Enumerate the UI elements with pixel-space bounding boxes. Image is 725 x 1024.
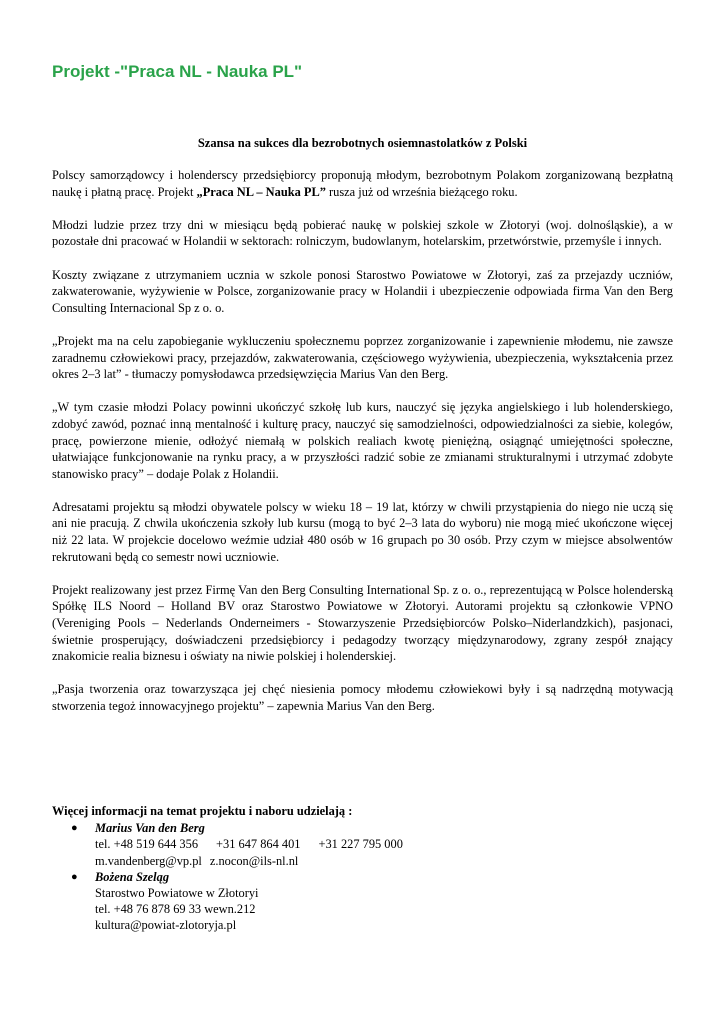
- page-title: Projekt -"Praca NL - Nauka PL": [52, 62, 303, 81]
- paragraph-quote-outcomes: „W tym czasie młodzi Polacy powinni ukończyć szkołę lub kurs, nauczyć się języka angielskiego i lub holenderskiego, zdobyć zawód, poznać inną mentalność i kulturę pracy, nauczyć się samodzielności, odpowiedzialności za siebie, kolegów, pracę, powierzone mienie, odłożyć niemałą w polskich realiach kwotę pieniężną, osiągnąć umiejętności społeczne, ułatwiające funkcjonowanie na rynku pracy, a w przyszłości radzić sobie ze zmianami strukturalnymi i utrzymać zdobyte stanowisko pracy” – dodaje Polak z Holandii.: [52, 400, 673, 481]
- contact-item: [52, 820, 673, 869]
- contact-section: [52, 803, 673, 934]
- paragraph-intro-text-c: rusza już od września bieżącego roku.: [325, 184, 518, 199]
- contact-name: Bożena Szeląg: [95, 869, 170, 884]
- contact-heading: Więcej informacji na temat projektu i naboru udzielają :: [52, 804, 353, 818]
- tel-label: tel.: [95, 837, 111, 852]
- contact-phone-line[interactable]: tel. +48 76 878 69 33 wewn.212: [95, 902, 256, 917]
- phone-number[interactable]: +31 227 795 000: [318, 837, 403, 852]
- email-link[interactable]: kultura@powiat-zlotoryja.pl: [95, 918, 237, 933]
- email-link[interactable]: z.nocon@ils-nl.nl: [209, 853, 299, 868]
- paragraph-schedule: Młodzi ludzie przez trzy dni w miesiącu będą pobierać naukę w polskiej szkole w Złotoryi (woj. dolnośląskie), a w pozostałe dni pracować w Holandii w sektorach: rolniczym, budowlanym, hotelarskim, przetwórstwie, przemyśle i innych.: [52, 217, 673, 249]
- article-subtitle: Szansa na sukces dla bezrobotnych osiemnastolatków z Polski: [197, 136, 528, 150]
- contact-emails: [95, 853, 673, 869]
- phone-number[interactable]: +31 647 864 401: [216, 837, 301, 852]
- contact-list: [52, 820, 673, 933]
- bullet-icon: ●: [71, 870, 78, 883]
- email-link[interactable]: m.vandenberg@vp.pl: [95, 853, 202, 868]
- paragraph-intro-text-a: Polscy samorządowcy i holenderscy przedsiębiorcy proponują młodym, bezrobotnym Polakom zorganizowaną bezpłatną naukę i płatną pracę. Projekt: [52, 168, 673, 199]
- project-name-bold: „Praca NL – Nauka PL”: [196, 184, 326, 199]
- contact-item: [52, 869, 673, 934]
- paragraph-intro: [52, 167, 673, 200]
- contact-phones: [95, 836, 673, 852]
- paragraph-quote-goal: „Projekt ma na celu zapobieganie wykluczeniu społecznemu poprzez zorganizowanie i zapewnienie młodemu, nie zawsze zaradnemu człowiekowi pracy, przejazdów, zakwaterowania, częściowego wyżywienia, ubezpieczenia, wykształcenia przez okres 2–3 lat” - tłumaczy pomysłodawca przedsięwzięcia Marius Van den Berg.: [52, 333, 673, 382]
- contact-name: Marius Van den Berg: [95, 821, 205, 836]
- paragraph-costs: Koszty związane z utrzymaniem ucznia w szkole ponosi Starostwo Powiatowe w Złotoryi, zaś za przejazdy uczniów, zakwaterowanie, wyżywienie w Polsce, zorganizowanie pracy w Holandii i ubezpieczenie odpowiada firma Van den Berg Consulting Internacional Sp z o. o.: [52, 267, 673, 315]
- paragraph-quote-motivation: „Pasja tworzenia oraz towarzysząca jej chęć niesienia pomocy młodemu człowiekowi były i są nadrzędną motywacją stworzenia tegoż innowacyjnego projektu” – zapewnia Marius Van den Berg.: [52, 682, 673, 713]
- contact-organization: Starostwo Powiatowe w Złotoryi: [95, 886, 259, 901]
- paragraph-audience: Adresatami projektu są młodzi obywatele polscy w wieku 18 – 19 lat, którzy w chwili przystąpienia do niego nie uczą się ani nie pracują. Z chwila ukończenia szkoły lub kursu (mogą to być 2–3 lata do wyboru) nie mogą mieć ukończone więcej niż 22 lata. W projekcie docelowo weźmie udział 480 osób w 16 grupach po 30 osób. Przy czym w miejsce absolwentów rekrutowani będą co semestr nowi uczniowie.: [52, 499, 673, 564]
- bullet-icon: ●: [71, 822, 78, 835]
- phone-number[interactable]: +48 519 644 356: [113, 837, 199, 852]
- paragraph-organizers: Projekt realizowany jest przez Firmę Van den Berg Consulting International Sp. z o. o., reprezentującą w Polsce holenderską Spółkę ILS Noord – Holland BV oraz Starostwo Powiatowe w Złotoryi. Autorami projektu są członkowie VPNO (Vereniging Pools – Nederlands Onderneimers - Stowarzyszenie Przedsiębiorców Polsko–Niderlandzkich), pasjonaci, świetnie prosperujący, doświadczeni przedsiębiorcy i pedagodzy tworzący międzynarodowy, zgrany zespół znający znakomicie realia biznesu i oświaty na niwie polskiej i holenderskiej.: [52, 582, 673, 664]
- article-body: [52, 167, 673, 731]
